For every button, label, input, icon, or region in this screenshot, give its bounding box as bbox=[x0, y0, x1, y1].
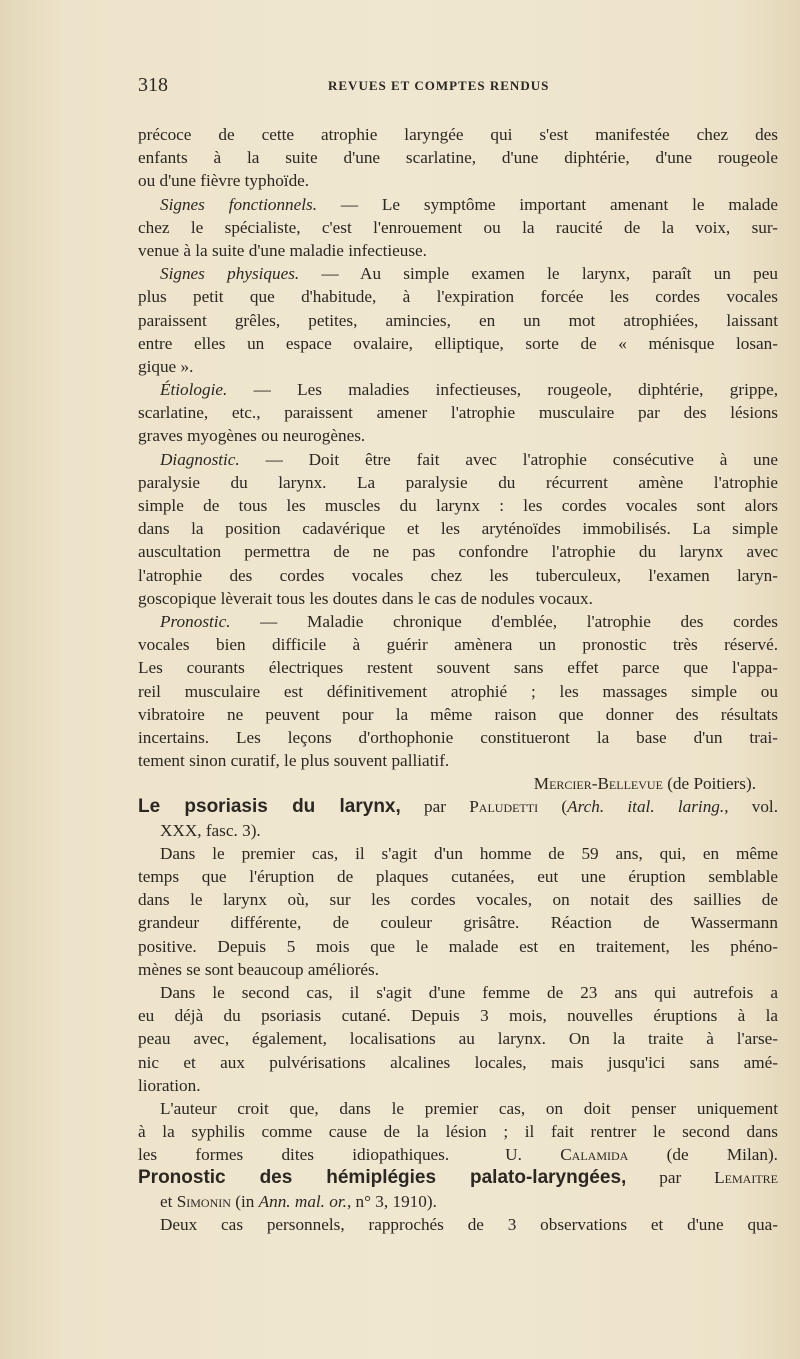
page-number: 318 bbox=[138, 74, 168, 96]
section-diagnostic: Diagnostic. — Doit être fait avec l'atrophie consécutive à une bbox=[160, 449, 778, 469]
author-name: Lemaitre bbox=[714, 1168, 778, 1188]
text-line: peau avec, également, localisations au larynx. On la traite à l'arse- bbox=[138, 1029, 778, 1049]
text-line: dans le larynx où, sur les cordes vocales, on notait des saillies de bbox=[138, 890, 778, 910]
section-label: Diagnostic. bbox=[160, 449, 240, 469]
text-line: plus petit que d'habitude, à l'expiration forcée les cordes vocales bbox=[138, 287, 778, 307]
article-title: Le psoriasis du larynx, bbox=[138, 796, 401, 818]
text-line: chez le spécialiste, c'est l'enrouement ou la raucité de la voix, sur- bbox=[138, 217, 778, 237]
text-line: précoce de cette atrophie laryngée qui s'est manifestée chez des bbox=[138, 125, 778, 144]
text-line: nic et aux pulvérisations alcalines locales, mais jusqu'ici sans amé- bbox=[138, 1052, 778, 1072]
text-line: et Simonin (in Ann. mal. or., n° 3, 1910). bbox=[160, 1191, 437, 1211]
text-line: à la syphilis comme cause de la lésion ; il fait rentrer le second dans bbox=[138, 1122, 778, 1142]
text-line: XXX, fasc. 3). bbox=[160, 820, 261, 840]
text-line: entre elles un espace ovalaire, elliptique, sorte de « ménisque losan- bbox=[138, 333, 778, 353]
text-line: graves myogènes ou neurogènes. bbox=[138, 426, 366, 446]
reviewer-signature: U. Calamida (de Milan). bbox=[505, 1145, 778, 1165]
section-label: Pronostic. bbox=[160, 611, 231, 631]
text-line: L'auteur croit que, dans le premier cas, on doit penser uniquement bbox=[160, 1098, 778, 1118]
text-line: enfants à la suite d'une scarlatine, d'une diphtérie, d'une rougeole bbox=[138, 148, 778, 168]
text-line: gique ». bbox=[138, 356, 194, 376]
text-line: grandeur différente, de couleur grisâtre. Réaction de Wassermann bbox=[138, 913, 778, 933]
page-header bbox=[138, 74, 778, 104]
text-line: Deux cas personnels, rapprochés de 3 observations et d'une qua- bbox=[160, 1214, 778, 1234]
text-line-with-signature: les formes dites idiopathiques. U. Calamida (de Milan). bbox=[138, 1145, 778, 1165]
journal-name: Arch. ital. laring. bbox=[567, 797, 725, 817]
text-line: auscultation permettra de ne pas confondre l'atrophie du larynx avec bbox=[138, 542, 778, 562]
text-line: paralysie du larynx. La paralysie du récurrent amène l'atrophie bbox=[138, 472, 778, 492]
text-line: ou d'une fièvre typhoïde. bbox=[138, 171, 310, 191]
text-line: simple de tous les muscles du larynx : les cordes vocales sont alors bbox=[138, 496, 778, 515]
text-line: goscopique lèverait tous les doutes dans le cas de nodules vocaux. bbox=[138, 588, 593, 608]
text-line: eu déjà du psoriasis cutané. Depuis 3 mois, nouvelles éruptions à la bbox=[138, 1006, 778, 1026]
section-signes-fonctionnels: Signes fonctionnels. — Le symptôme important amenant le malade bbox=[160, 194, 778, 214]
body-text bbox=[138, 123, 778, 1236]
section-label: Étiologie. bbox=[160, 380, 228, 400]
section-label: Signes fonctionnels. bbox=[160, 194, 318, 214]
text-line: Dans le premier cas, il s'agit d'un homme de 59 ans, qui, en même bbox=[160, 843, 778, 863]
text-line: reil musculaire est définitivement atrophié ; les massages simple ou bbox=[138, 681, 778, 701]
text-line: l'atrophie des cordes vocales chez les tuberculeux, l'examen laryn- bbox=[138, 565, 778, 585]
text-line: scarlatine, etc., paraissent amener l'atrophie musculaire par des lésions bbox=[138, 403, 778, 423]
running-title: REVUES ET COMPTES RENDUS bbox=[328, 78, 550, 93]
section-pronostic: Pronostic. — Maladie chronique d'emblée, l'atrophie des cordes bbox=[160, 611, 778, 631]
reviewer-signature: Mercier-Bellevue (de Poitiers). bbox=[533, 774, 756, 794]
text-line: Les courants électriques restent souvent sans effet parce que l'appa- bbox=[138, 658, 778, 678]
text-line: tement sinon curatif, le plus souvent palliatif. bbox=[138, 751, 450, 771]
reviewer-name: Calamida bbox=[560, 1145, 629, 1165]
text-line: incertains. Les leçons d'orthophonie constitueront la base d'un trai- bbox=[138, 727, 778, 747]
section-signes-physiques: Signes physiques. — Au simple examen le larynx, paraît un peu bbox=[160, 264, 778, 284]
text-line: venue à la suite d'une maladie infectieuse. bbox=[138, 240, 427, 260]
text-line: dans la position cadavérique et les aryténoïdes immobilisés. La simple bbox=[138, 519, 778, 539]
reviewer-name: Mercier-Bellevue bbox=[533, 774, 663, 794]
section-etiologie: Étiologie. — Les maladies infectieuses, rougeole, diphtérie, grippe, bbox=[160, 380, 778, 400]
text-line: vocales bien difficile à guérir amènera un pronostic très réservé. bbox=[138, 635, 778, 655]
text-line: temps que l'éruption de plaques cutanées, eut une éruption semblable bbox=[138, 867, 778, 886]
text-line: positive. Depuis 5 mois que le malade est en traitement, les phéno- bbox=[138, 936, 778, 956]
journal-name: Ann. mal. or. bbox=[258, 1191, 347, 1211]
article-heading-psoriasis: Le psoriasis du larynx, par Paludetti (Arch. ital. laring., vol. bbox=[138, 796, 778, 818]
section-label: Signes physiques. bbox=[160, 264, 300, 284]
text-line: mènes se sont beaucoup améliorés. bbox=[138, 959, 380, 979]
text-line: vibratoire ne peuvent pour la même raison que donner des résultats bbox=[138, 704, 778, 724]
text-line: Dans le second cas, il s'agit d'une femme de 23 ans qui autrefois a bbox=[160, 982, 778, 1002]
author-name: Paludetti bbox=[469, 797, 539, 817]
article-title: Pronostic des hémiplégies palato-laryngées, bbox=[138, 1167, 627, 1189]
author-name: Simonin bbox=[176, 1191, 231, 1211]
text-line: paraissent grêles, petites, amincies, en un mot atrophiées, laissant bbox=[138, 310, 778, 330]
article-heading-hemiplegies: Pronostic des hémiplégies palato-laryngées, par Lemaitre bbox=[138, 1167, 778, 1189]
text-line: lioration. bbox=[138, 1075, 201, 1095]
